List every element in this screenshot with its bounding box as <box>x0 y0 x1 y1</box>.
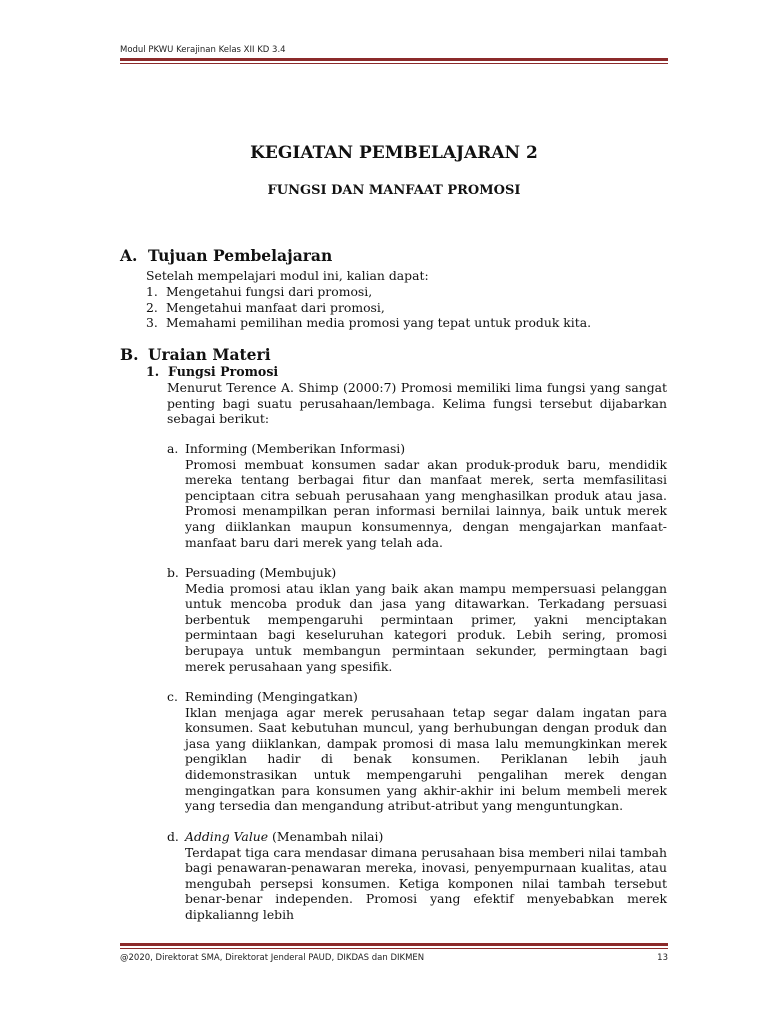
list-item <box>146 315 591 331</box>
section-a-label: A. <box>120 246 138 265</box>
list-text: Memahami pemilihan media promosi yang tepat untuk produk kita. <box>166 315 592 331</box>
item-text: Promosi membuat konsumen sadar akan produk-produk baru, mendidik mereka tentang berbagai fitur dan manfaat merek, serta memfasilitasi penciptaan citra sebuah perusahaan yang menghasilkan produk atau jasa. Promosi menampilkan peran informasi bernilai lainnya, baik untuk merek yang diiklankan maupun konsumennya, dengan mengajarkan manfaat-manfaat baru dari merek yang telah ada. <box>185 456 667 550</box>
item-letter: b. <box>167 565 179 580</box>
item-text: Iklan menjaga agar merek perusahaan tetap segar dalam ingatan para konsumen. Saat kebutuhan muncul, yang berhubungan dengan produk dan jasa yang diiklankan, dampak promosi di masa lalu memungkinkan merek pengiklan hadir di benak konsumen. Periklanan lebih jauh didemonstrasikan untuk mempengaruhi pengalihan merek dengan mengingatkan para konsumen yang akhir-akhir ini belum membeli merek yang tersedia dan mengandung atribut-atribut yang menguntungkan. <box>185 704 667 814</box>
list-number: 3. <box>146 315 158 331</box>
item-title: Persuading (Membujuk) <box>185 565 337 580</box>
list-item <box>146 300 591 316</box>
footer-copyright: @2020, Direktorat SMA, Direktorat Jenderal PAUD, DIKDAS dan DIKMEN <box>120 953 425 963</box>
list-item <box>146 284 591 300</box>
list-text: Mengetahui manfaat dari promosi, <box>166 299 385 315</box>
section-a-heading <box>120 246 332 265</box>
subsection-intro: Menurut Terence A. Shimp (2000:7) Promosi memiliki lima fungsi yang sangat penting bagi suatu perusahaan/lembaga. Kelima fungsi tersebut dijabarkan sebagai berikut: <box>167 380 667 427</box>
item-letter: d. <box>167 829 179 844</box>
list-text: Mengetahui fungsi dari promosi, <box>166 284 373 299</box>
function-item-informing <box>167 441 667 550</box>
function-item-adding-value <box>167 829 667 923</box>
chapter-subtitle: FUNGSI DAN MANFAAT PROMOSI <box>267 183 521 198</box>
item-letter: c. <box>167 689 178 704</box>
function-item-reminding <box>167 689 667 814</box>
objectives-list <box>146 284 591 331</box>
item-title-italic: Adding Value <box>185 829 269 844</box>
item-title: Reminding (Mengingatkan) <box>185 689 358 704</box>
item-text: Media promosi atau iklan yang baik akan mampu mempersuasi pelanggan untuk mencoba produk dan jasa yang ditawarkan. Terkadang persuasi berbentuk mempengaruhi permintaan primer, yakni menciptakan permintaan bagi keseluruhan kategori produk. Lebih sering, promosi berupaya untuk membangun permintaan sekunder, permingtaan bagi merek perusahaan yang spesifik. <box>185 580 667 674</box>
section-b-title: Uraian Materi <box>148 345 271 364</box>
section-a-intro: Setelah mempelajari modul ini, kalian dapat: <box>146 268 429 283</box>
item-letter: a. <box>167 441 179 456</box>
item-text: Terdapat tiga cara mendasar dimana perusahaan bisa memberi nilai tambah bagi penawaran-penawaran mereka, inovasi, penyempurnaan kualitas, atau mengubah persepsi konsumen. Ketiga komponen nilai tambah tersebut benar-benar independen. Promosi yang efektif menyebabkan merek dipkalianng lebih <box>185 844 667 922</box>
subsection-title: Fungsi Promosi <box>168 364 279 379</box>
subsection-heading <box>146 364 278 379</box>
item-title: Informing (Memberikan Informasi) <box>185 441 406 456</box>
section-b-heading <box>120 345 271 364</box>
page-number: 13 <box>657 953 668 963</box>
section-a-title: Tujuan Pembelajaran <box>148 246 333 265</box>
chapter-title: KEGIATAN PEMBELAJARAN 2 <box>250 143 538 163</box>
item-title-rest: (Menambah nilai) <box>268 829 384 844</box>
list-number: 1. <box>146 284 158 299</box>
running-header: Modul PKWU Kerajinan Kelas XII KD 3.4 <box>120 45 286 55</box>
footer-rule-thick <box>120 943 668 946</box>
section-b-label: B. <box>120 345 139 364</box>
list-number: 2. <box>146 299 158 315</box>
function-item-persuading <box>167 565 667 674</box>
subsection-number: 1. <box>146 364 160 379</box>
header-rule-thin <box>120 63 668 64</box>
footer-rule-thin <box>120 948 668 949</box>
header-rule-thick <box>120 58 668 61</box>
